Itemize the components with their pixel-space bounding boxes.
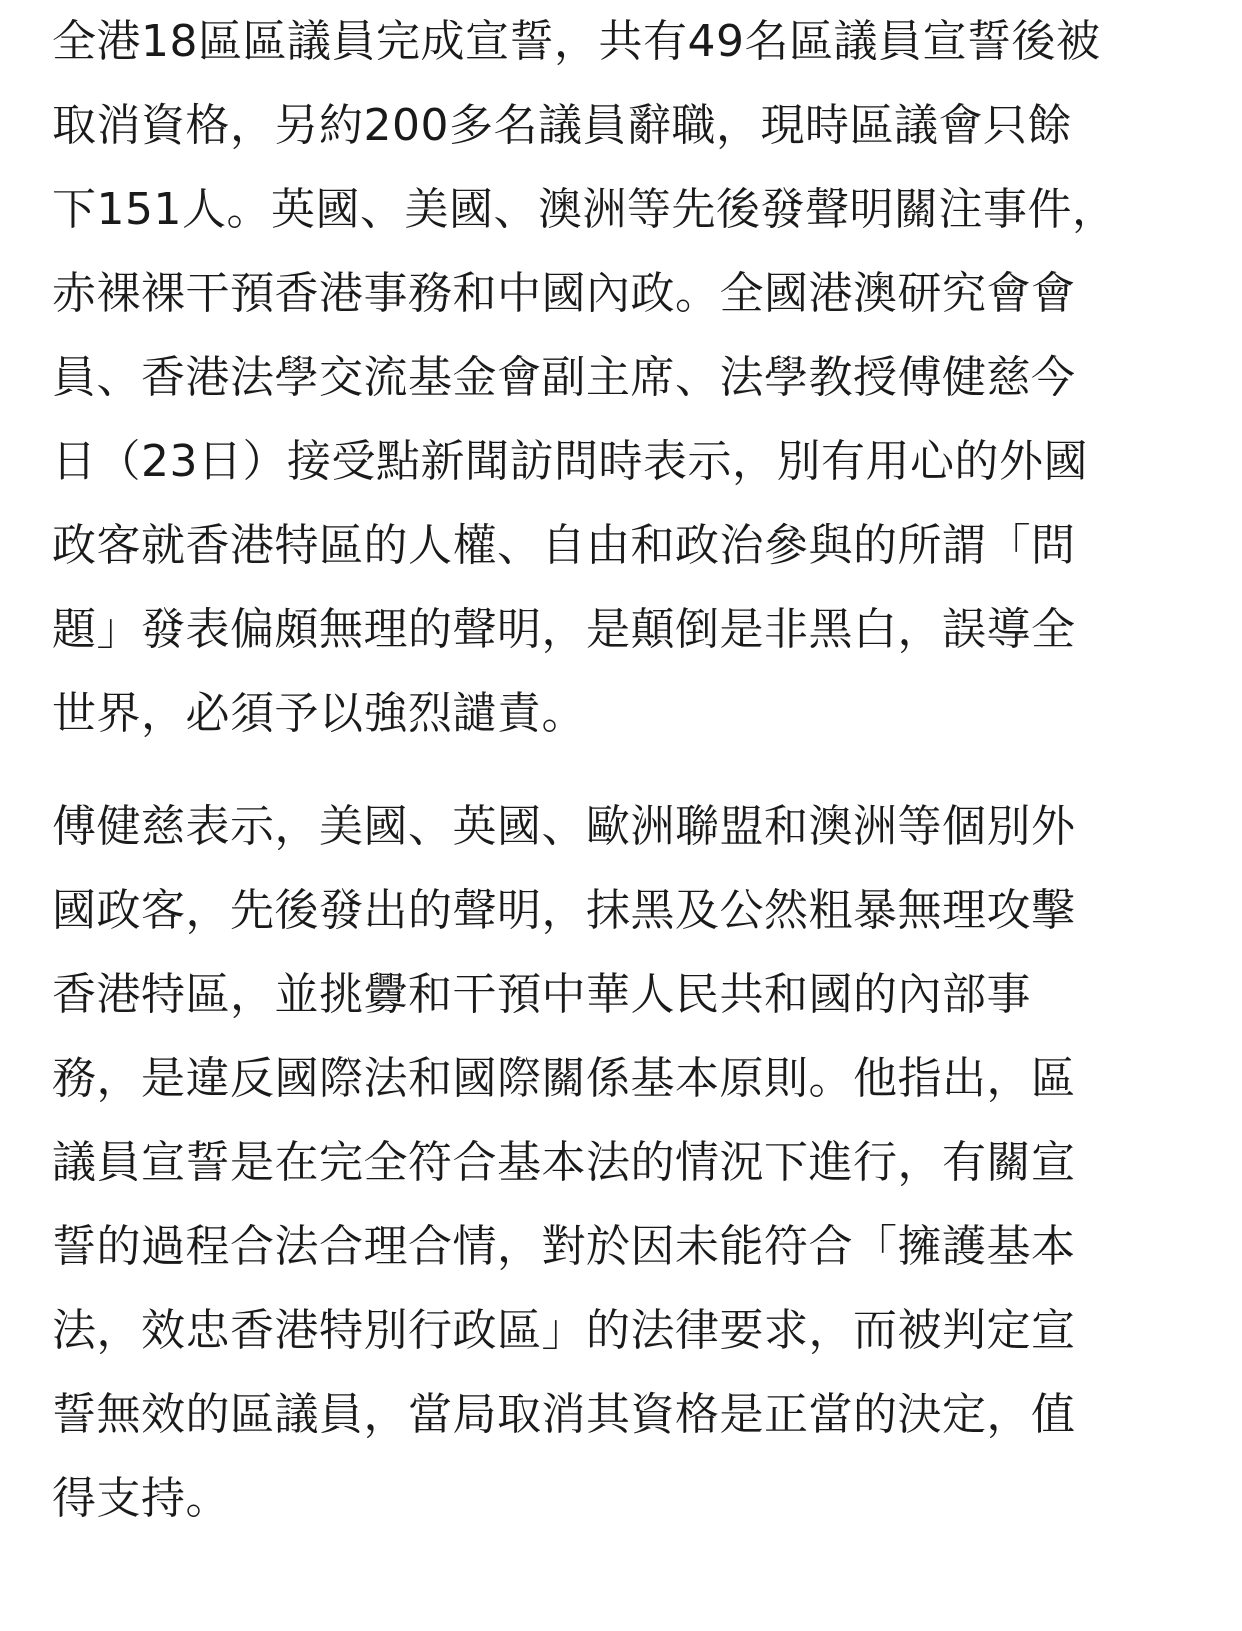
text-line: 題」發表偏頗無理的聲明，是顛倒是非黑白，誤導全	[52, 604, 1076, 655]
text-line: 傅健慈表示，美國、英國、歐洲聯盟和澳洲等個別外	[52, 801, 1076, 852]
paragraph-2	[52, 785, 1076, 1541]
text-line: 世界，必須予以強烈譴責。	[52, 688, 586, 739]
paragraph-1	[52, 0, 1116, 756]
text-line: 誓的過程合法合理合情，對於因未能符合「擁護基本	[52, 1221, 1076, 1272]
text-line: 得支持。	[52, 1473, 230, 1524]
text-line: 取消資格，另約200多名議員辭職，現時區議會只餘	[52, 100, 1072, 151]
text-line: 政客就香港特區的人權、自由和政治參與的所謂「問	[52, 520, 1076, 571]
text-line: 日（23日）接受點新聞訪問時表示，別有用心的外國	[52, 436, 1088, 487]
text-line: 赤裸裸干預香港事務和中國內政。全國港澳研究會會	[52, 268, 1076, 319]
text-line: 議員宣誓是在完全符合基本法的情況下進行，有關宣	[52, 1137, 1076, 1188]
text-line: 員、香港法學交流基金會副主席、法學教授傅健慈今	[52, 352, 1076, 403]
text-line: 國政客，先後發出的聲明，抹黑及公然粗暴無理攻擊	[52, 885, 1076, 936]
text-line: 香港特區，並挑釁和干預中華人民共和國的內部事	[52, 969, 1031, 1020]
text-line: 下151人。英國、美國、澳洲等先後發聲明關注事件，	[52, 184, 1117, 235]
text-line: 全港18區區議員完成宣誓，共有49名區議員宣誓後被	[52, 16, 1101, 67]
text-line: 法，效忠香港特別行政區」的法律要求，而被判定宣	[52, 1305, 1076, 1356]
text-line: 誓無效的區議員，當局取消其資格是正當的決定，值	[52, 1389, 1076, 1440]
text-line: 務，是違反國際法和國際關係基本原則。他指出，區	[52, 1053, 1076, 1104]
